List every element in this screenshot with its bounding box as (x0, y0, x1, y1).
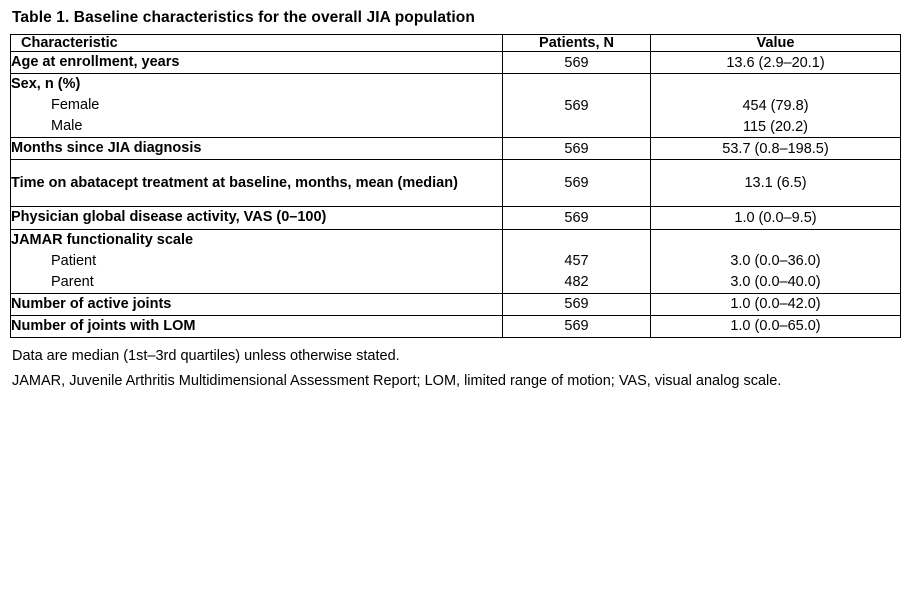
table-row (11, 95, 901, 116)
table-row (11, 138, 901, 160)
column-header-value: Value (651, 35, 901, 52)
row-patients: 569 (503, 315, 651, 337)
row-label: Physician global disease activity, VAS (0–100) (11, 207, 503, 229)
row-label: Patient (11, 251, 503, 272)
table-row (11, 293, 901, 315)
row-value: 1.0 (0.0–9.5) (651, 207, 901, 229)
row-patients: 457 (503, 251, 651, 272)
row-patients: 569 (503, 160, 651, 207)
column-header-patients: Patients, N (503, 35, 651, 52)
row-label: Parent (11, 272, 503, 294)
row-value: 1.0 (0.0–42.0) (651, 293, 901, 315)
table-row (11, 207, 901, 229)
row-label: Female (11, 95, 503, 116)
row-value-empty (651, 74, 901, 96)
table-row (11, 315, 901, 337)
row-value: 115 (20.2) (651, 116, 901, 138)
row-label: Number of joints with LOM (11, 315, 503, 337)
row-value: 13.1 (6.5) (651, 160, 901, 207)
footnote-line-1: Data are median (1st–3rd quartiles) unless otherwise stated. (12, 347, 400, 364)
row-patients: 482 (503, 272, 651, 294)
row-label: Time on abatacept treatment at baseline, months, mean (median) (11, 160, 503, 207)
row-value: 454 (79.8) (651, 95, 901, 116)
row-patients: 569 (503, 52, 651, 74)
row-patients: 569 (503, 207, 651, 229)
row-label: Months since JIA diagnosis (11, 138, 503, 160)
row-patients: 569 (503, 293, 651, 315)
row-value: 13.6 (2.9–20.1) (651, 52, 901, 74)
footnote-line-2: JAMAR, Juvenile Arthritis Multidimensional Assessment Report; LOM, limited range of motion; VAS, visual analog scale. (12, 372, 782, 389)
row-value: 1.0 (0.0–65.0) (651, 315, 901, 337)
row-label: JAMAR functionality scale (11, 229, 503, 251)
baseline-characteristics-table (10, 34, 901, 337)
row-value: 3.0 (0.0–40.0) (651, 272, 901, 294)
column-header-characteristic: Characteristic (11, 35, 503, 52)
row-patients: 569 (503, 138, 651, 160)
row-label: Age at enrollment, years (11, 52, 503, 74)
table-row (11, 272, 901, 294)
table-row (11, 160, 901, 207)
table-row (11, 229, 901, 251)
table-title: Table 1. Baseline characteristics for the overall JIA population (12, 9, 475, 26)
table-footnotes (12, 344, 902, 395)
row-value: 53.7 (0.8–198.5) (651, 138, 901, 160)
row-patients-empty (503, 229, 651, 251)
table-row (11, 74, 901, 96)
row-patients: 569 (503, 74, 651, 138)
row-label: Male (11, 116, 503, 138)
row-value-empty (651, 229, 901, 251)
table-row (11, 116, 901, 138)
row-label: Number of active joints (11, 293, 503, 315)
row-value: 3.0 (0.0–36.0) (651, 251, 901, 272)
row-label: Sex, n (%) (11, 74, 503, 96)
table-header-row (11, 35, 901, 52)
table-row (11, 251, 901, 272)
table-row (11, 52, 901, 74)
